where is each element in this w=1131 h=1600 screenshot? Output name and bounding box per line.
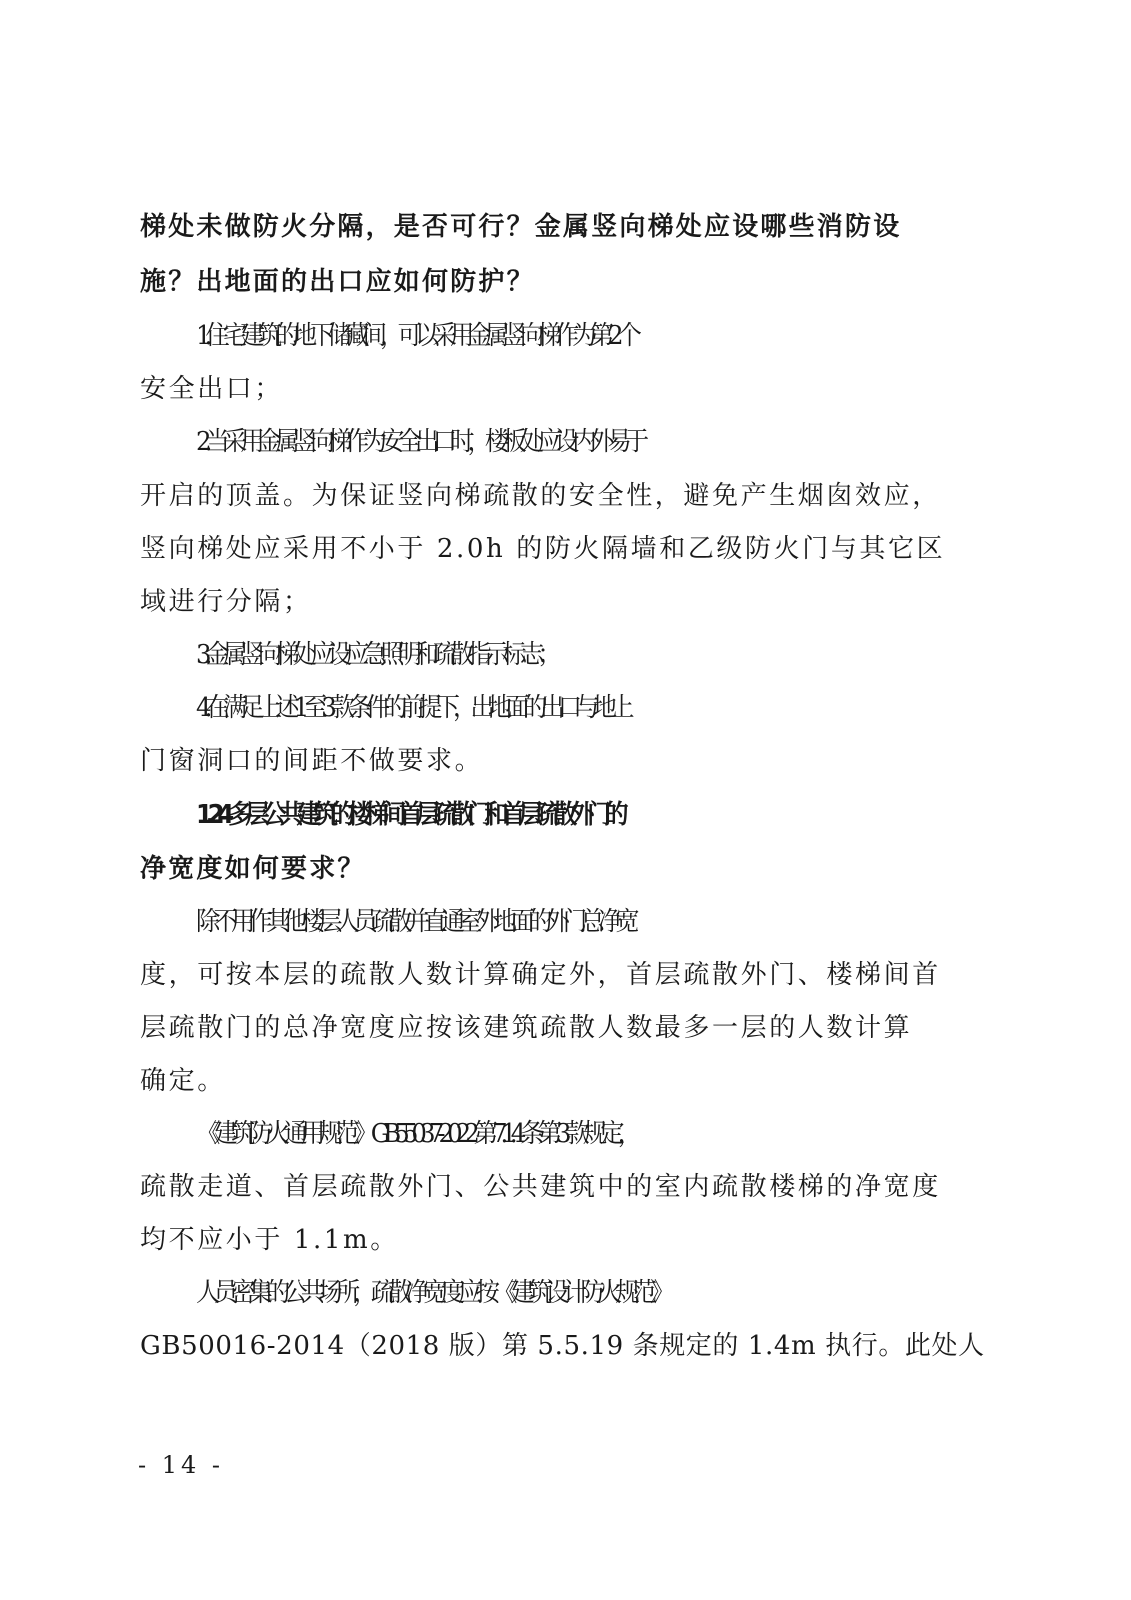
- answer-item-3-line-1: 3.金属竖向梯处应设应急照明和疏散指示标志；: [196, 640, 555, 670]
- answer-item-2-line-1: 2.当采用金属竖向梯作为安全出口时，楼板处应设内外易于: [196, 427, 643, 457]
- answer-item-1-line-2: 安全出口；: [140, 374, 284, 404]
- paragraph-2-line-3: 均不应小于 1.1m。: [140, 1225, 399, 1255]
- paragraph-1-line-1: 除不用作其他楼层人员疏散并直通室外地面的外门总净宽: [196, 907, 633, 937]
- paragraph-1-line-3: 层疏散门的总净宽度应按该建筑疏散人数最多一层的人数计算: [140, 1013, 913, 1043]
- answer-item-2-line-4: 域进行分隔；: [140, 587, 312, 617]
- answer-item-2-line-2: 开启的顶盖。为保证竖向梯疏散的安全性，避免产生烟囱效应，: [140, 481, 941, 511]
- answer-item-2-line-3: 竖向梯处应采用不小于 2.0h 的防火隔墙和乙级防火门与其它区: [140, 534, 946, 564]
- question-line-1: 梯处未做防火分隔，是否可行？金属竖向梯处应设哪些消防设: [140, 212, 902, 242]
- paragraph-2-line-2: 疏散走道、首层疏散外门、公共建筑中的室内疏散楼梯的净宽度: [140, 1172, 941, 1202]
- section-heading-line-2: 净宽度如何要求？: [140, 854, 366, 884]
- paragraph-1-line-4: 确定。: [140, 1066, 226, 1096]
- section-heading-line-1: 1.24 多层公共建筑的楼梯间首层疏散门和首层疏散外门的: [196, 800, 622, 830]
- answer-item-4-line-1: 4.在满足上述 1 至 3 款条件的前提下，出地面的出口与地上: [196, 693, 628, 723]
- paragraph-1-line-2: 度，可按本层的疏散人数计算确定外，首层疏散外门、楼梯间首: [140, 960, 941, 990]
- answer-item-4-line-2: 门窗洞口的间距不做要求。: [140, 746, 484, 776]
- paragraph-2-line-1: 《建筑防火通用规范》GB55037-2022 第 7.1.4 条第 3 款规定，: [196, 1119, 636, 1149]
- paragraph-3-line-2: GB50016-2014（2018 版）第 5.5.19 条规定的 1.4m 执行。此处人: [140, 1331, 985, 1361]
- answer-item-1-line-1: 1.住宅建筑的地下储藏间，可以采用金属竖向梯作为第 2 个: [196, 321, 635, 351]
- question-line-2: 施？出地面的出口应如何防护？: [140, 267, 535, 297]
- paragraph-3-line-1: 人员密集的公共场所，疏散净宽度应按《建筑设计防火规范》: [196, 1278, 668, 1308]
- page-number: - 14 -: [138, 1451, 225, 1479]
